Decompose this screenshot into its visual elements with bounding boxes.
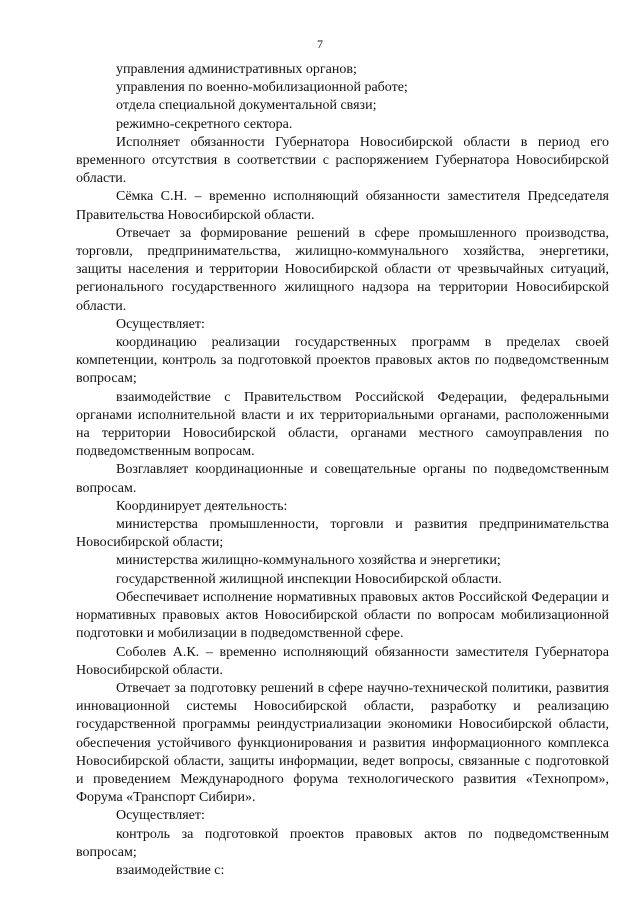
paragraph: Осуществляет: [116, 808, 205, 824]
paragraph: Отвечает за подготовку решений в сфере научно-технической политики, развития инновационной системы Новосибирской области, разработку и реализацию государственной программы реиндустриализации экономики Новосибирской области, обеспечения устойчивого функционирования и развития информационного комплекса Новосибирской области, защиты информации, ведет вопросы, связанные с подготовкой и проведением Международного форума технологического развития «Технопром», Форума «Транспорт Сибири». [76, 680, 609, 806]
document-body [76, 61, 609, 880]
paragraph: Соболев А.К. – временно исполняющий обязанности заместителя Губернатора Новосибирской области. [76, 644, 609, 678]
paragraph: управления по военно-мобилизационной работе; [116, 80, 408, 96]
paragraph: Отвечает за формирование решений в сфере промышленного производства, торговли, предпринимательства, жилищно-коммунального хозяйства, энергетики, защиты населения и территории Новосибирской области от чрезвычайных ситуаций, регионального государственного жилищного надзора на территории Новосибирской области. [76, 225, 609, 314]
paragraph: отдела специальной документальной связи; [116, 98, 377, 114]
paragraph: управления административных органов; [116, 62, 357, 77]
paragraph: взаимодействие с Правительством Российской Федерации, федеральными органами исполнительной власти и их территориальными органами, расположенными на территории Новосибирской области, органами местного самоуправления по подведомственным вопросам. [76, 389, 609, 460]
paragraph: государственной жилищной инспекции Новосибирской области. [116, 571, 502, 587]
paragraph: Осуществляет: [116, 316, 205, 332]
paragraph: Возглавляет координационные и совещательные органы по подведомственным вопросам. [76, 462, 609, 496]
paragraph: взаимодействие с: [116, 862, 225, 878]
page-number: 7 [317, 37, 323, 51]
paragraph: министерства жилищно-коммунального хозяйства и энергетики; [116, 553, 501, 569]
paragraph: координацию реализации государственных программ в пределах своей компетенции, контроль за подготовкой проектов правовых актов по подведомственным вопросам; [76, 335, 609, 387]
paragraph: Координирует деятельность: [116, 498, 288, 514]
paragraph: контроль за подготовкой проектов правовых актов по подведомственным вопросам; [76, 826, 609, 860]
paragraph: Сёмка С.Н. – временно исполняющий обязанности заместителя Председателя Правительства Новосибирской области. [76, 189, 609, 223]
paragraph: Исполняет обязанности Губернатора Новосибирской области в период его временного отсутствия в соответствии с распоряжением Губернатора Новосибирской области. [76, 134, 609, 187]
paragraph: Обеспечивает исполнение нормативных правовых актов Российской Федерации и нормативных правовых актов Новосибирской области по вопросам мобилизационной подготовки и мобилизации в подведомственной сфере. [76, 589, 609, 642]
paragraph: министерства промышленности, торговли и развития предпринимательства Новосибирской области; [76, 517, 609, 551]
paragraph: режимно-секретного сектора. [116, 116, 293, 132]
